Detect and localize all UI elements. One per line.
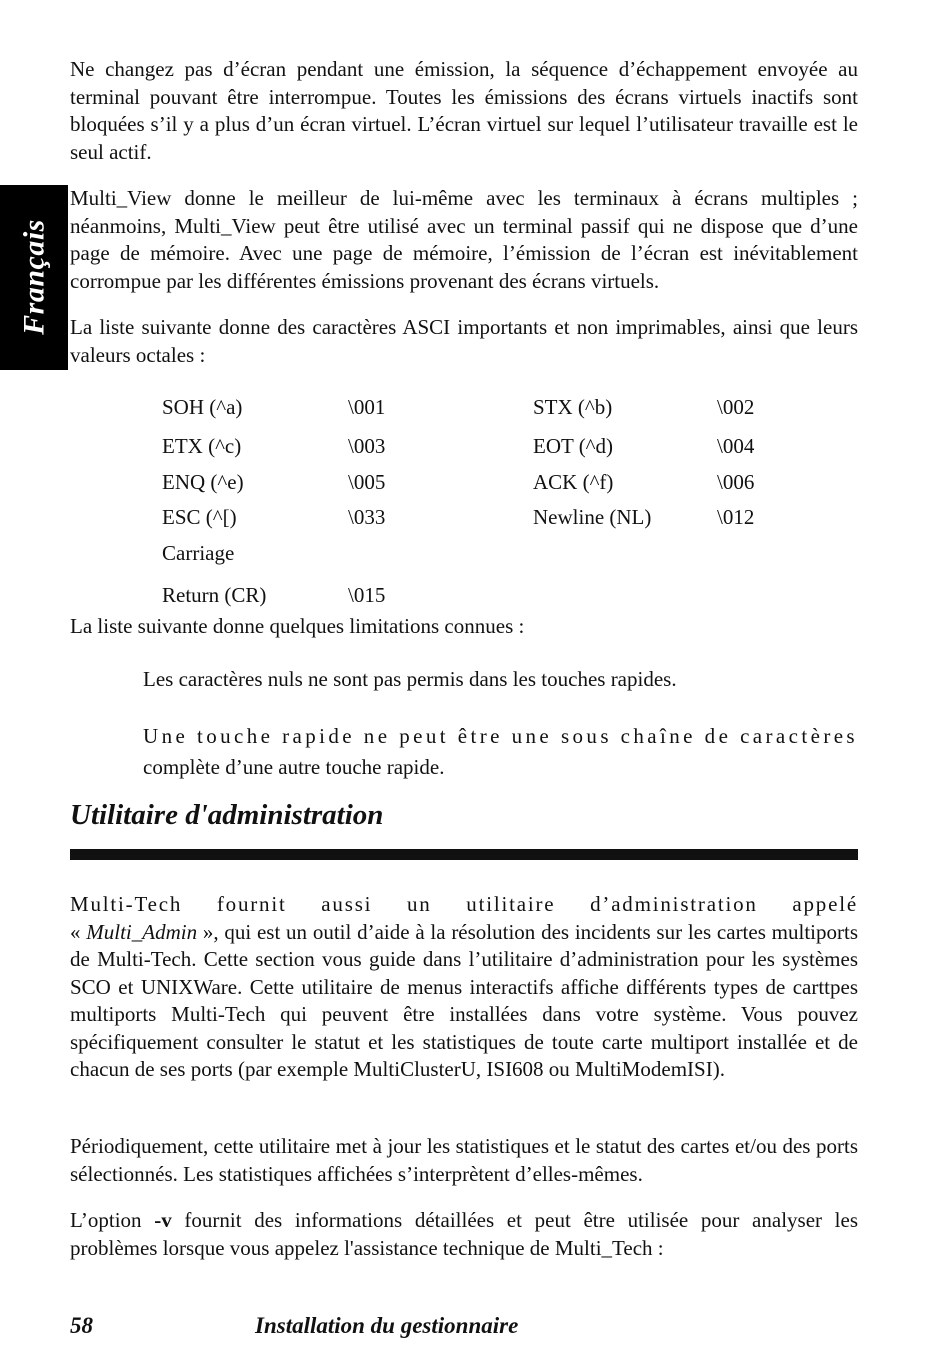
octal-value: \012 [717, 505, 755, 529]
table-row [162, 504, 802, 532]
table-row [162, 469, 802, 497]
char-name: EOT (^d) [533, 434, 614, 458]
octal-value: \004 [717, 434, 755, 458]
char-name: ETX (^c) [162, 434, 242, 458]
limitation-item [143, 721, 858, 783]
section-heading: Utilitaire d'administration [70, 799, 384, 831]
octal-value: \003 [348, 434, 386, 458]
octal-value: \015 [348, 583, 386, 607]
program-name: Multi_Admin [86, 919, 198, 944]
quote-open: « [70, 919, 87, 944]
table-row [162, 433, 802, 461]
char-name: Newline (NL) [533, 505, 652, 529]
char-name: Return (CR) [162, 583, 267, 607]
paragraph-text: L’option [70, 1208, 155, 1232]
paragraph-line: Multi-Tech fournit aussi un utilitaire d’administration appelé [70, 892, 858, 916]
paragraph-text: fournit des informations détaillées et peut être utilisée pour analyser les problèmes lorsque vous appelez l'assistance technique de Multi_Tech : [70, 1208, 858, 1260]
char-name: ACK (^f) [533, 470, 614, 494]
octal-value: \005 [348, 470, 386, 494]
char-name: SOH (^a) [162, 395, 243, 419]
octal-value: \006 [717, 470, 755, 494]
paragraph-periodic-update: Périodiquement, cette utilitaire met à jour les statistiques et le statut des cartes et/ou des ports sélectionnés. Les statistiques affichées s’interprètent d’elles-mêmes. [70, 1134, 858, 1186]
footer-title: Installation du gestionnaire [255, 1313, 519, 1338]
language-tab-label: Français [17, 219, 51, 335]
option-flag: -v [154, 1208, 172, 1232]
limitation-line: complète d’une autre touche rapide. [143, 755, 445, 779]
limitation-item: Les caractères nuls ne sont pas permis dans les touches rapides. [143, 667, 677, 691]
table-row [162, 582, 802, 610]
paragraph-text: », qui est un outil d’aide à la résolution des incidents sur les cartes multiports de Multi-Tech. Cette section vous guide dans l’utilitaire d’administration pour les systèmes SCO et UNIXWare. Cette utilitaire de menus interactifs affiche différents types de carttpes multiports Multi-Tech qui peuvent être installées dans votre système. Vous pouvez spécifiquement consulter le statut et les statistiques de toute carte multiport installée et de chacun de ses ports (par exemple MultiClusterU, ISI608 ou MultiModemISI). [70, 919, 858, 1081]
paragraph-v-option [70, 1207, 858, 1262]
char-name: STX (^b) [533, 395, 613, 419]
octal-value: \002 [717, 395, 755, 419]
char-name: ENQ (^e) [162, 470, 244, 494]
paragraph-multi-admin [70, 891, 858, 1084]
table-row [162, 540, 802, 568]
paragraph-ascii-intro: La liste suivante donne des caractères ASCI importants et non imprimables, ainsi que leurs valeurs octales : [70, 315, 858, 367]
paragraph-screen-switching: Ne changez pas d’écran pendant une émission, la séquence d’échappement envoyée au terminal pouvant être interrompue. Toutes les émissions des écrans virtuels inactifs sont bloquées s’il y a plus d’un écran virtuel. L’écran virtuel sur lequel l’utilisateur travaille est le seul actif. [70, 57, 858, 164]
char-name: Carriage [162, 541, 235, 565]
limitation-line: Une touche rapide ne peut être une sous chaîne de caractères [143, 724, 858, 748]
octal-value: \001 [348, 395, 386, 419]
page-number: 58 [70, 1313, 93, 1338]
char-name: ESC (^[) [162, 505, 237, 529]
language-side-tab [0, 185, 68, 370]
table-row [162, 394, 802, 422]
paragraph-limitations-intro: La liste suivante donne quelques limitations connues : [70, 614, 525, 638]
section-rule [70, 849, 858, 860]
paragraph-multiview-terminals: Multi_View donne le meilleur de lui-même avec les terminaux à écrans multiples ; néanmoins, Multi_View peut être utilisé avec un terminal passif qui ne dispose que d’une page de mémoire. Avec une page de mémoire, l’émission de l’écran est inévitablement corrompue par les différentes émissions provenant des écrans virtuels. [70, 186, 858, 293]
octal-value: \033 [348, 505, 386, 529]
